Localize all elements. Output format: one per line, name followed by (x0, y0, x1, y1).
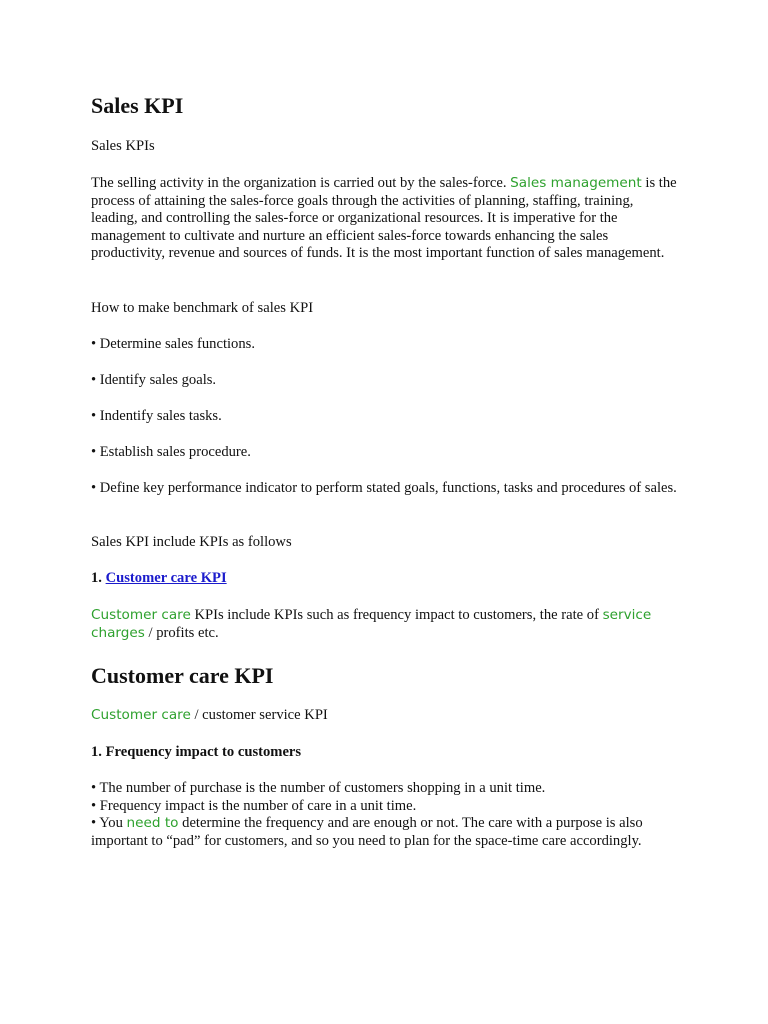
benchmark-heading: How to make benchmark of sales KPI (91, 300, 314, 316)
customer-care-paragraph (91, 607, 681, 642)
customer-care-kpi-link[interactable]: Customer care KPI (105, 570, 227, 586)
cc-text-1: KPIs include KPIs such as frequency impact to customers, the rate of (190, 607, 603, 623)
intro-text-1: The selling activity in the organization is carried out by the sales-force. (91, 175, 511, 191)
bullet-item: • Determine sales functions. (91, 336, 255, 352)
intro-paragraph (91, 175, 681, 263)
bullet-item: • Establish sales procedure. (91, 444, 251, 460)
cc-text-2: / profits etc. (144, 624, 219, 641)
cc-line (91, 707, 681, 725)
bullet-item: • Define key performance indicator to perform stated goals, functions, tasks and procedures of sales. (91, 480, 677, 496)
need-to-link[interactable]: need to (126, 815, 179, 831)
section1-bullet-2: • Frequency impact is the number of care in a unit time. (91, 797, 417, 814)
bullet-item: • Identify sales goals. (91, 372, 217, 388)
service-charges-link[interactable]: service charges (91, 607, 652, 641)
section1-heading: 1. Frequency impact to customers (91, 744, 302, 760)
section1-bullets (91, 780, 681, 850)
include-line: Sales KPI include KPIs as follows (91, 534, 292, 550)
section-title: Customer care KPI (91, 663, 274, 688)
customer-care-link-2[interactable]: Customer care (91, 707, 191, 723)
intro-text-2: is the process of attaining the sales-force goals through the activities of planning, staffing, training, leading, and controlling the sales-force or organizational resources. It is imperative for the management to cultivate and nurture an efficient sales-force towards enhancing the sales productivity, revenue and sources of funds. It is the most important function of sales management. (91, 175, 677, 261)
numbered-item (91, 570, 681, 588)
item-number: 1. (91, 570, 106, 586)
subtitle: Sales KPIs (91, 138, 155, 154)
section1-bullet-3-b: determine the frequency and are enough or not. The care with a purpose is also important to “pad” for customers, and so you need to plan for the space-time care accordingly. (91, 815, 643, 849)
page-title: Sales KPI (91, 93, 184, 118)
cc-line-rest: / customer service KPI (190, 707, 328, 723)
customer-care-link[interactable]: Customer care (91, 607, 191, 623)
section1-bullet-3-a: • You (91, 815, 127, 831)
bullet-item: • Indentify sales tasks. (91, 408, 222, 424)
section1-bullet-1: • The number of purchase is the number of customers shopping in a unit time. (91, 780, 546, 796)
sales-management-link[interactable]: Sales management (510, 175, 642, 191)
